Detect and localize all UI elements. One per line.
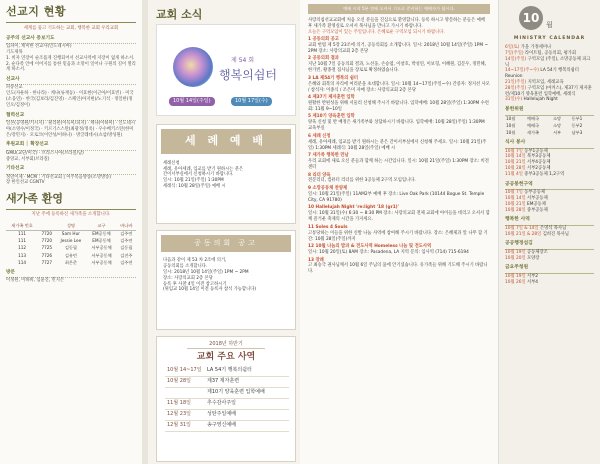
event-text: 중부3공동체 1,2구역 [524,171,565,177]
announcement-list [308,18,490,276]
event-date: 10월 14일 [505,195,526,201]
prayer-list [505,226,594,238]
baptism-line: 세례, 유아세례, 입교를 받기 원하시는 분은 [163,166,244,172]
col-header: 성명 [55,222,86,230]
welcome-title: 새가족 환영 [6,192,136,210]
table-row [165,420,289,431]
announcement-text: 일시: 10월 31일(수) 6:30 ~ 8:30 PM 장소: 사랑의교회 전체 교회에 아이들을 데리고 오셔서 함께 즐거운 축제의 시간을 가지세요. [308,211,490,223]
mission-section-line: 입파미, 케미한 선교사(인도네시아) [6,44,72,50]
table-row [6,252,136,259]
table-cell: EM공동체 [92,231,111,237]
table-cell: 111 [18,238,27,244]
ministry-event: 제10기 양육훈련 입학예배 [205,387,289,398]
notice-line: 장소: 사랑의교회 2층 본당 [163,275,213,281]
event-text: 가을 가정세미나 [520,45,552,51]
mission-section-line: 일본(공명원/키시지) · 필리핀(이득미/피지) · 케냐(이하미) · 인도네시아(소영수/이정국) · 키르기스스탄(최광정/정옥) · 우수베키스탄(한미은/강민지) · 모로코(이안성/이하나) · 방글레데시(쇼삼/방성원) [6,120,136,138]
mission-section-head: 공주의 선교사 중보기도 [6,36,136,44]
table-cell: 서부공동체 [91,259,112,265]
yearly-table [165,366,289,432]
announcement-text: 고 최승국 권사님께서 10월 6일 주님의 품에 안기셨습니다. 유가족들 위해 기도해 주시기 바랍니다. [308,263,488,275]
table-cell: 새가족 [526,129,540,135]
table-row [6,259,136,266]
announcement-heading: 11 Soles 4 Souls [308,224,348,230]
greeting-text: 사랑의침선교교회에 처음 오신 분들을 진심으로 환영합니다. 등록 하시고 방문하는 분들은 예배 후 새가족 환영실로 오셔서 목사님을 만나고 가시기 바랍니다. [308,17,485,29]
mission-sections [6,36,136,186]
mission-section-line: 1. 비자 연장이 순조롭게 진행되어서 선교사역에 지장이 없게 하소서. [6,55,135,61]
list-item [505,57,594,69]
announcement-text: 교회 헌법 제 5장 23조에 의거, 공동의회를 소개합니다. 일시: 2018년 10월 14일(주일) 1PM ~ 2PM 장소: 사랑의교회 2층 본당 [308,42,489,54]
table-cell: 서부공동체 [91,252,112,258]
usher-head: 공공행정섬김 [505,241,594,249]
table-row [165,376,289,387]
prayer-head: 행복한 사역 [505,217,594,225]
host-head: 공공봉헌구역 [505,182,594,190]
event-date: 10월 19일 [505,273,526,279]
event-date: 10월 28일 [505,166,526,172]
table-cell: 111 [18,231,27,237]
table-cell: 김주연 [120,231,133,237]
ministry-event: 송구영신예배 [205,420,289,431]
event-date: 6일(토) [505,45,520,51]
retreat-poster [156,24,296,116]
baptism-line: 세례식: 10월 28일(주일) 예배 시 [163,184,226,190]
usher-list [505,250,594,262]
visit-head: 방문 [6,270,136,278]
announcement-heading: 8 리더 양육 [308,172,331,178]
yearly-ministry-box [156,336,296,462]
announcement-heading: 6 세례 신청 [308,133,331,139]
ministry-date [165,387,205,398]
event-date: 7일(주일) [505,50,524,56]
table-row [165,398,289,409]
event-text: 서부공동체 [526,195,548,201]
welcome-table [6,222,136,266]
mission-section-head: 선교사 [6,77,136,85]
col-header: 교구 [86,222,116,230]
ministry-event: LA 54기 행복의쉼터 [205,366,289,376]
event-text: 서부2공동체 [526,166,551,172]
event-text: 중부공동체 [526,207,548,213]
announcement-text: 지난 10월 7일 공동의회 결과, 노선웅, 손승엽, 이창호, 박성연, 이보형, 이혜원, 김문우, 정민혜, 한가빈, 황종철 집사님을 장로로 확정하였습니다. [308,62,487,74]
event-text: 라이트팀, 공동의회, 평가회 [524,50,577,56]
col-header: 새가족 번호 [6,222,38,230]
event-date: 10월 20일 [505,255,526,261]
table-cell: 남부3 [571,129,583,135]
announcement-heading: 13 장례 [308,257,324,263]
table-row [6,245,136,252]
announcement-heading: 3 LA 제54기 행복의 쉼터 [308,75,359,81]
event-date: 31일(수) [505,97,523,103]
ministry-date: 12월 23일 [165,409,205,420]
calendar-title: MINISTRY CALENDAR [513,36,586,41]
poster-date-start: 10월 14일(주일) [169,97,215,106]
event-date: 10월 7일 & 14일 [505,225,539,231]
event-date: 28일(주일) [505,85,527,91]
guide-head: 금요주청원 [505,265,594,273]
event-text: LA 54기 행복의쉼터 Reunion [505,68,579,80]
month-number: 10 [519,6,543,30]
meal-head: 식사 봉사 [505,140,594,148]
table-row [505,122,594,129]
event-text: 구역모임 (주일), 소망공동체 피크닉 [505,56,591,68]
list-item [505,172,594,178]
table-row [505,129,594,136]
list-item [505,68,594,80]
table-row [6,230,136,238]
table-cell: 예배국 [526,116,540,122]
list-item [505,208,594,214]
yearly-head1: 2018년 하반기 [187,341,265,349]
notice-line: (위임교 10월 14일 이전 등록자 참석 가능합니다) [163,287,257,293]
event-text: 모양장 [526,255,540,261]
ministry-date: 10월 14~17일 [165,366,205,376]
ministry-date: 12월 31일 [165,420,205,431]
table-cell: 7725 [41,245,53,251]
announcement-text: 고통당하는 이들을 위한 신발 나눔 사역에 참여해 주시기 바랍니다. 장소: 은혜제과 앞 나무 함 기간: 10월 28일(주일)까지 [308,230,488,242]
guide-list [505,274,594,286]
event-date: 14일(주일) [505,56,527,62]
table-cell: 7720 [41,238,53,244]
yearly-head2: 교회 주요 사역 [196,351,256,362]
announcement-text: 일시: 10월 21일(주일) 11AM2부 예배 후 장소: Live Oak Park (10144 Bogue St. Temple City, CA 91780) [308,191,485,203]
announcement-text: 은혜와 회복의 자리에 여러분을 초대합니다. 일시: 10월 14~17일(주일~수) 간증자: 정지선 사모 / 참석자: 이종식 / 조은미 자매 장소: 사랑의교회 2층 본당 [308,81,490,93]
event-date: 21일(주일) [505,79,527,85]
announcement-text: 우리 교회에 새로 오신 분들과 함께 하는 시간입니다. 일시: 10월 21일(주일) 1:30PM 장소: 비전센터 [308,159,489,171]
event-text: 동부1공동체 [524,148,548,154]
announcement-heading: 4 제37기 제자훈련 입학 [308,95,355,101]
calendar-events [505,45,594,103]
event-text: 은영석 목사님 [539,225,567,231]
event-date: 10월 19일 [505,249,526,255]
table-cell: 김유빈 [64,252,77,258]
table-cell: 114 [18,259,27,265]
notice-line: 공동의회를 소개합니다. [163,264,208,270]
table-cell: 7727 [41,259,53,265]
table-cell: 예배국 [526,123,540,129]
ministry-date: 10월 28일 [165,376,205,387]
event-text: 구역모임 (마커스), 제37기 제자훈련/제10기 양육훈련 입학예배, 세례식 [505,85,592,97]
baptism-body [157,158,295,193]
announcement-heading: 7 새가족 행복한 만남 [308,153,349,159]
table-cell: Jessie Lee [60,238,82,244]
alert-text: 오늘은 구역모임이 있는 주일입니다. 은혜로운 구역모임 되시기 바랍니다. [308,29,445,35]
mission-column [0,0,142,464]
baptism-line: 간이서부실에서 신청하시기 바랍니다. [163,172,234,178]
ministry-date: 11월 18일 [165,398,205,409]
announcement-text: 양육 신청 및 반 배정은 새가족부와 상담하시기 바랍니다. 입학예배: 10월 28일(주일) 1:30PM 교육부실 [308,120,485,132]
event-text: 서부4공동체 [526,160,551,166]
notice-body [157,256,295,295]
church-news-column [148,0,300,464]
baptism-line: 세례신청 [163,160,180,166]
baptism-title: 세 례 예 배 [161,129,291,154]
table-cell: 112 [18,245,27,251]
event-text: Hallelujah Night [523,97,558,103]
calendar-column [498,0,600,464]
month-suffix: 월 [546,20,553,29]
mission-section-line: 정말이제 · MCM : 기타선교회 | 미주복음방송(소망방송) [6,174,112,180]
table-cell: 소망 [552,116,562,122]
table-row [165,409,289,420]
event-date: 10월 21일 [505,160,526,166]
event-date: 10월 14일 [505,154,526,160]
notice-line: 일시: 2018년 10월 14일(주일) 1PM ~ 2PM [163,270,249,276]
event-date: 10월 21일 [505,201,526,207]
table-cell: 113 [18,252,27,258]
event-date: 11월 4일 [505,171,523,177]
list-item [505,232,594,238]
poster-name: 행복의쉼터 [219,68,277,82]
ministry-event: 성탄주일예배 [205,409,289,420]
event-text: 북부3공동체 [526,154,551,160]
table-cell: 김동필 [120,245,133,251]
flower-logo-icon [173,47,213,87]
mission-section-line: 기도제목 [6,49,23,55]
mission-section-line: 중앙교, 서부회(브라질) [6,156,50,162]
announcement-text: 전문리더, 컴퓨터 리더를 위한 3공동체 2구역 모임입니다. [308,178,416,184]
announcement-text: 세례, 유아세례, 입교를 받기 원하시는 분은 간이서부실에서 신청해 주세요. 일시: 10월 21일(주일) 1:30PM 세례식: 10월 28일(주일) 예배 시 [308,139,487,151]
announcement-heading: 10 Hallelujah Night 're:light '18 (gr1)' [308,205,399,211]
table-row [505,116,594,123]
mission-section-head: 후원교회 │ 확장선교 [6,142,136,150]
host-list [505,190,594,213]
announcement-heading: 9 소망공동체 찬양제 [308,185,348,191]
table-cell: 7720 [41,231,53,237]
table-cell: 10월 [506,129,516,135]
table-cell: 10월 [506,116,516,122]
notice-line: 다음과 같이 제 53 차 2조에 의거, [163,258,227,264]
table-cell: 동부1 [571,116,583,122]
event-text: 지역모임, 세례교육 [527,79,564,85]
event-date: 10월 28일 [505,207,526,213]
event-date: 10월 21일 & 28일 [505,231,542,237]
announcements-column [300,0,498,464]
table-cell: Sam Hur [61,231,80,237]
welcome-subtitle: 지난 주에 등록하신 새가족을 소개합니다. [31,212,111,218]
table-row [165,366,289,376]
ministry-event: 추수감사주일 [205,398,289,409]
mission-section-line: 파송선교 [6,85,23,91]
event-text: 공동체장조 [526,249,548,255]
table-cell: 최은준 [64,259,77,265]
list-item [505,97,594,103]
announcement-heading: 12 10월 나눔의 밥과 & 전도사역 Homeless 나눔 및 전도사역 [308,244,432,250]
table-cell: 김진주 [120,252,133,258]
baptism-line: 일시: 10월 21일(주일) 1:30PM [163,178,224,184]
list-item [505,280,594,286]
baptism-box [156,124,296,224]
table-row [165,387,289,398]
mission-title: 선교지 현황 [6,5,136,23]
table-cell: 동부2 [571,123,583,129]
service-table [505,116,594,137]
event-text: 서부2 [526,273,539,279]
list-item [505,256,594,262]
event-date: 10월 7일 [505,148,523,154]
table-cell: EM공동체 [92,238,111,244]
intro-bar: 예배 시작 5분 전에 오셔서 기도로 준비하는 예배자가 됩시다. [308,4,490,14]
event-date: 10월 7일 [505,190,523,196]
table-cell: 소망 [552,123,562,129]
table-cell: 김동필 [64,245,77,251]
table-cell: 10월 [506,123,516,129]
table-cell: 서부공동체 [91,245,112,251]
announcement-heading: 5 제10기 양육훈련 입학 [308,114,355,120]
notice-line: 등록 후 사찰 4일 이전 참고하시기 [163,281,227,287]
service-head: 봉헌위원 [505,107,594,115]
event-text: 서부4 [526,279,539,285]
poster-number: 제 54 회 [231,57,255,64]
mission-section-line: 장 한인선교 CGNTV [6,180,45,186]
assembly-notice-box [156,230,296,330]
mission-section-head: 협력선교 [6,113,136,121]
poster-date-end: 10월 17일(수) [231,97,272,106]
table-cell: 김주연 [120,259,133,265]
ministry-event: 제37 제자훈련 [205,376,289,387]
mission-subtitle: 세계를 품고 기도하는 교회, 행복한 교회 우리교회 [23,25,119,31]
meal-list [505,149,594,178]
event-text: 김희진 목사님 [542,231,569,237]
event-text: 동부공동체 [524,190,546,196]
mission-section-head: 기타선교 [6,166,136,174]
month-badge [519,6,594,30]
event-text: EM공동체 [526,201,546,207]
announcement-heading: 1 공동의회 공고 [308,37,339,43]
mission-section-line: 2. 순다족 안에 이어지를 통한 믿음과 소망이 일어나 구원의 길이 열리게 하소서. [6,61,136,73]
notice-title: 공동의회 공고 [161,235,291,252]
mission-section-line: GMU(교단/미국) · 브라스시아(브라질/남) [6,150,84,156]
announcement-text: 원활한 반편성을 위해 서둘러 신청해 주시기 바랍니다. 입학예배: 10월 28일(주일) 1:30PM 수련회: 11월 9~10일 [308,101,489,112]
list-item [505,86,594,98]
col-header: 바나바 [117,222,136,230]
news-title: 교회 소식 [156,8,203,21]
mission-section-line: 인도(자운하 · 한나라) · 케냐(류재동) · 이효현(이근아/이효빈) · 미국(소웅연) · 한국(김보라/김진영) · 스페인(아지현)/노기석 · 정일한(정인오/김정이) [6,91,134,108]
event-date: 14~17일(주~수) [505,68,539,74]
table-cell: 김주연 [120,238,133,244]
visit-text: 이정원, 이하희, 임윤진, 민지은 [6,278,65,284]
table-row [6,238,136,245]
col-header [38,222,55,230]
table-cell: 서부 [552,129,562,135]
announcement-text: 일시: 10월 20일(토) 8AM 장소: Pasadena, LA 지역 문의: 임사역 (714) 715-6194 [308,249,469,255]
event-date: 10월 26일 [505,279,526,285]
table-cell: 7726 [41,252,53,258]
announcement-heading: 2 공동의회 결과 [308,56,339,62]
